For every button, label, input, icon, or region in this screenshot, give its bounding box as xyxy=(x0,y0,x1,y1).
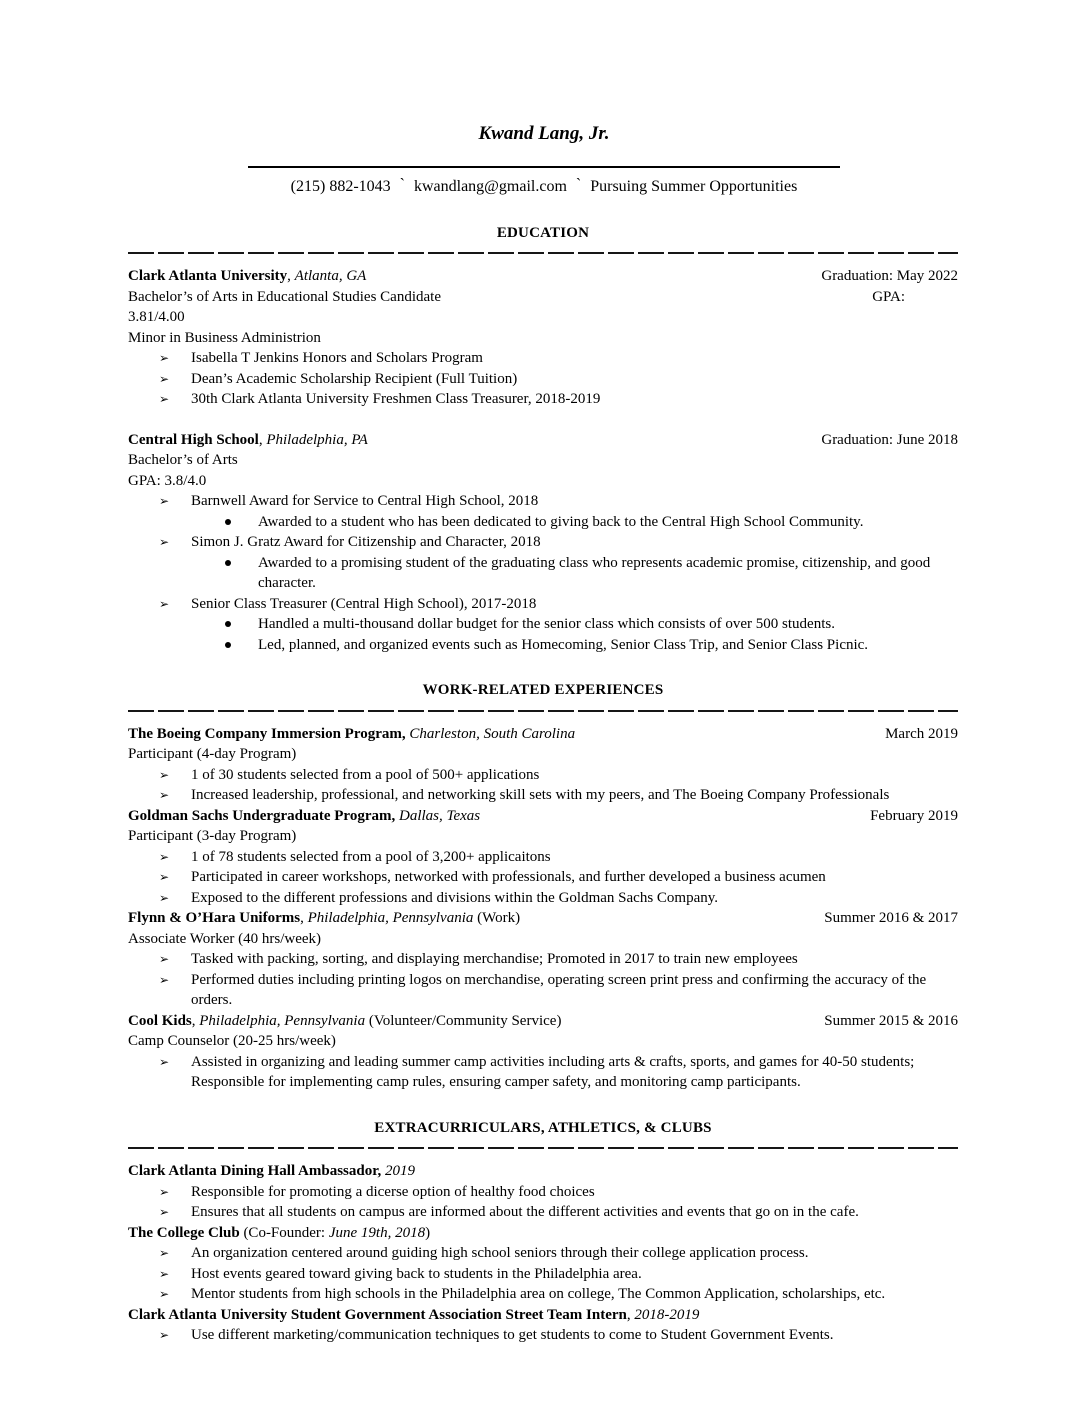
bullet-arrow-icon: ➢ xyxy=(159,1287,170,1301)
bullet-item xyxy=(128,348,958,369)
entry-detail-line xyxy=(128,744,958,765)
bullet-item xyxy=(128,594,958,615)
entry-title-part: Clark Atlanta Dining Hall Ambassador, xyxy=(128,1163,382,1179)
entry-detail-text: Bachelor’s of Arts xyxy=(128,452,238,468)
entry-title-part: , xyxy=(300,910,308,926)
entry-title xyxy=(128,806,480,827)
dot-shape xyxy=(225,519,231,525)
entry-title xyxy=(128,1161,415,1182)
entry-title xyxy=(128,1011,561,1032)
entry-title-part: Philadelphia, Pennsylvania xyxy=(199,1012,366,1029)
bullet-item xyxy=(128,512,958,533)
contact-separator-icon: ˋ xyxy=(575,176,582,193)
entry-detail-line xyxy=(128,471,958,492)
bullet-text: 1 of 78 students selected from a pool of 3,200+ applicaitons xyxy=(191,848,551,865)
person-name: Kwand Lang, Jr. xyxy=(478,123,610,144)
entry-header xyxy=(128,266,958,287)
bullet-item xyxy=(128,867,958,888)
entry-title-part: Goldman Sachs Undergraduate Program, xyxy=(128,807,396,824)
bullet-arrow-icon: ➢ xyxy=(159,494,170,508)
entry-date: March 2019 xyxy=(885,725,958,742)
section-heading: WORK-RELATED EXPERIENCES xyxy=(422,682,664,698)
bullet-text: Isabella T Jenkins Honors and Scholars Program xyxy=(191,350,483,366)
bullet-arrow-icon: ➢ xyxy=(159,371,170,386)
bullet-text: Awarded to a student who has been dedicated to giving back to the Central High School Community. xyxy=(258,513,864,530)
entry-detail-text: Minor in Business Administrion xyxy=(128,329,321,346)
entry-title-part: , xyxy=(626,1306,635,1323)
bullet-text: Awarded to a promising student of the graduating class who represents academic promise, citizenship, and good character. xyxy=(258,554,931,591)
entry-title xyxy=(128,908,520,929)
entry-date: Graduation: May 2022 xyxy=(821,268,958,284)
section-extracurriculars xyxy=(128,1118,958,1346)
entry-detail-text: GPA: 3.8/4.0 xyxy=(128,472,207,489)
bullet-arrow-icon: ➢ xyxy=(159,788,170,802)
bullet-item xyxy=(128,949,958,970)
entry-detail-text: Camp Counselor (20-25 hrs/week) xyxy=(128,1033,336,1049)
bullet-text: Simon J. Gratz Award for Citizenship and Character, 2018 xyxy=(191,534,541,550)
bullet-arrow-icon: ➢ xyxy=(159,1205,170,1219)
entry-title-part: Philadelphia, PA xyxy=(266,431,368,448)
bullet-text: Led, planned, and organized events such as Homecoming, Senior Class Trip, and Senior Class Picnic. xyxy=(258,636,869,653)
bullet-item xyxy=(128,970,958,1011)
entry-title-part: Atlanta, GA xyxy=(294,268,367,284)
email-address: kwandlang@gmail.com xyxy=(413,178,567,195)
bullet-text: Ensures that all students on campus are informed about the different activities and events that go on in the cafe. xyxy=(191,1204,859,1220)
bullet-text: Dean’s Academic Scholarship Recipient (Full Tuition) xyxy=(191,370,518,387)
bullet-arrow-icon: ➢ xyxy=(159,392,170,406)
resume-body xyxy=(0,223,1088,1346)
bullet-dot-icon xyxy=(225,614,258,635)
entry-date: February 2019 xyxy=(870,807,958,824)
bullet-arrow-icon: ➢ xyxy=(159,351,170,365)
entry-detail-line xyxy=(128,826,958,847)
entry-title-part: (Work) xyxy=(473,910,521,926)
bullet-arrow-icon: ➢ xyxy=(159,1328,170,1342)
entry-title-part: The Boeing Company Immersion Program, xyxy=(128,725,406,742)
objective-text: Pursuing Summer Opportunities xyxy=(590,178,798,195)
entry-detail-line xyxy=(128,328,958,349)
entry-title-part: 2019 xyxy=(381,1163,415,1179)
entry-detail-text: Associate Worker (40 hrs/week) xyxy=(128,930,322,947)
bullet-text: 30th Clark Atlanta University Freshmen Class Treasurer, 2018-2019 xyxy=(191,391,601,407)
bullet-arrow-icon: ➢ xyxy=(159,890,170,905)
bullet-text: Handled a multi-thousand dollar budget for the senior class which consists of over 500 students. xyxy=(258,616,835,632)
bullet-text: Host events geared toward giving back to students in the Philadelphia area. xyxy=(191,1265,642,1282)
entry-title-part: , xyxy=(287,268,295,284)
bullet-text: 1 of 30 students selected from a pool of 500+ applications xyxy=(191,766,540,783)
section-education xyxy=(128,223,958,656)
bullet-item xyxy=(128,785,958,806)
entry-title-part: Dallas, Texas xyxy=(395,807,481,824)
entry-title-part: Clark Atlanta University Student Government Association Street Team Intern xyxy=(128,1306,627,1323)
resume-header xyxy=(0,0,1088,198)
entry-title-part: Cool Kids xyxy=(128,1012,192,1029)
entry-date: Summer 2015 & 2016 xyxy=(824,1012,958,1029)
bullet-arrow-icon: ➢ xyxy=(159,535,170,549)
entry-title-part: The College Club xyxy=(128,1224,244,1241)
bullet-arrow-icon: ➢ xyxy=(159,1266,170,1281)
bullet-item xyxy=(128,389,958,410)
bullet-text: Barnwell Award for Service to Central High School, 2018 xyxy=(191,493,539,509)
bullet-dot-icon xyxy=(225,512,258,533)
entry-title-part: Flynn & O’Hara Uniforms xyxy=(128,910,301,926)
bullet-text: Use different marketing/communication techniques to get students to come to Student Government Events. xyxy=(191,1327,834,1343)
entry-date: Graduation: June 2018 xyxy=(821,431,958,448)
entry-detail-line xyxy=(128,307,958,328)
entry-header xyxy=(128,1223,958,1244)
section-heading: EXTRACURRICULARS, ATHLETICS, & CLUBS xyxy=(374,1119,712,1136)
bullet-arrow-icon: ➢ xyxy=(159,596,170,611)
entry-title-part: June 19th, 2018 xyxy=(328,1224,426,1241)
bullet-item xyxy=(128,635,958,656)
bullet-arrow-icon: ➢ xyxy=(159,972,170,987)
entry-detail-line xyxy=(128,1031,958,1052)
entry-detail-line xyxy=(128,450,958,471)
bullet-arrow-icon: ➢ xyxy=(159,870,170,884)
bullet-item xyxy=(128,532,958,553)
contact-line xyxy=(0,177,1088,198)
entry-title-part: Central High School xyxy=(128,431,259,448)
bullet-arrow-icon: ➢ xyxy=(159,849,170,864)
entry-title-part: (Co-Founder: xyxy=(243,1224,329,1241)
bullet-arrow-icon: ➢ xyxy=(159,767,170,782)
entry-date: Summer 2016 & 2017 xyxy=(824,910,958,926)
entry-header xyxy=(128,1161,958,1182)
bullet-item xyxy=(128,888,958,909)
dot-shape xyxy=(225,642,231,648)
bullet-text: Participated in career workshops, networked with professionals, and further developed a business acumen xyxy=(191,869,826,885)
bullet-item xyxy=(128,369,958,390)
bullet-text: Senior Class Treasurer (Central High School), 2017-2018 xyxy=(191,595,537,612)
bullet-item xyxy=(128,1325,958,1346)
entry-detail-text: Participant (4-day Program) xyxy=(128,746,297,762)
section-divider xyxy=(128,710,958,712)
entry-title-part: , xyxy=(258,431,267,448)
section-divider xyxy=(128,252,958,254)
phone-number: (215) 882-1043 xyxy=(290,178,391,195)
entry-header xyxy=(128,908,958,929)
bullet-item xyxy=(128,491,958,512)
entry-title xyxy=(128,266,366,287)
entry-detail-right: GPA: xyxy=(872,288,905,305)
section-heading: EDUCATION xyxy=(496,224,590,241)
entry-header xyxy=(128,430,958,451)
entry-title-part: 2018-2019 xyxy=(634,1306,700,1323)
entry-header xyxy=(128,724,958,745)
bullet-item xyxy=(128,553,958,594)
entry-detail-text: Participant (3-day Program) xyxy=(128,828,297,844)
bullet-arrow-icon: ➢ xyxy=(159,1054,170,1069)
entry-title-part: Clark Atlanta University xyxy=(128,268,288,284)
entry-title xyxy=(128,1305,699,1326)
section-work xyxy=(128,680,958,1093)
entry-detail-line xyxy=(128,929,958,950)
bullet-item xyxy=(128,1284,958,1305)
dot-shape xyxy=(225,621,231,627)
entry-title-part: ) xyxy=(425,1224,431,1241)
bullet-text: An organization centered around guiding high school seniors through their college application process. xyxy=(191,1245,809,1261)
entry-title-part: (Volunteer/Community Service) xyxy=(365,1012,562,1029)
entry-detail-text: 3.81/4.00 xyxy=(128,309,185,325)
entry-header xyxy=(128,806,958,827)
bullet-dot-icon xyxy=(225,635,258,656)
bullet-arrow-icon: ➢ xyxy=(159,1246,170,1260)
entry-detail-text: Bachelor’s of Arts in Educational Studies Candidate xyxy=(128,288,441,305)
entry-title-part: Philadelphia, Pennsylvania xyxy=(307,910,474,926)
entry-header xyxy=(128,1305,958,1326)
contact-separator-icon: ˋ xyxy=(399,176,405,193)
bullet-text: Mentor students from high schools in the Philadelphia area on college, The Common Application, scholarships, etc. xyxy=(191,1286,886,1302)
entry-title-part: , xyxy=(191,1012,200,1029)
entry-title-part: Charleston, South Carolina xyxy=(405,725,576,742)
entry-detail-line xyxy=(128,287,958,308)
bullet-arrow-icon: ➢ xyxy=(159,952,170,966)
bullet-item xyxy=(128,765,958,786)
entry-title xyxy=(128,430,368,451)
entry-title xyxy=(128,724,575,745)
entry-spacer xyxy=(128,410,958,430)
bullet-text: Responsible for promoting a dicerse option of healthy food choices xyxy=(191,1183,595,1200)
bullet-item xyxy=(128,847,958,868)
bullet-text: Assisted in organizing and leading summer camp activities including arts & crafts, sports, and games for 40-50 students; Responsible for implementing camp rules, ensuring camper safety, and monitoring camp participants. xyxy=(191,1053,915,1090)
entry-title xyxy=(128,1223,430,1244)
dot-shape xyxy=(225,560,231,566)
bullet-dot-icon xyxy=(225,553,258,594)
bullet-item xyxy=(128,1264,958,1285)
section-divider xyxy=(128,1147,958,1149)
bullet-item xyxy=(128,614,958,635)
bullet-text: Exposed to the different professions and divisions within the Goldman Sachs Company. xyxy=(191,889,719,906)
bullet-item xyxy=(128,1182,958,1203)
entry-header xyxy=(128,1011,958,1032)
bullet-item xyxy=(128,1052,958,1093)
bullet-text: Increased leadership, professional, and networking skill sets with my peers, and The Boeing Company Professionals xyxy=(191,787,890,803)
bullet-item xyxy=(128,1202,958,1223)
header-divider xyxy=(248,166,840,168)
bullet-text: Tasked with packing, sorting, and displaying merchandise; Promoted in 2017 to train new employees xyxy=(191,951,798,967)
bullet-arrow-icon: ➢ xyxy=(159,1184,170,1199)
bullet-text: Performed duties including printing logos on merchandise, operating screen print press and confirming the accuracy of the orders. xyxy=(191,971,927,1008)
bullet-item xyxy=(128,1243,958,1264)
